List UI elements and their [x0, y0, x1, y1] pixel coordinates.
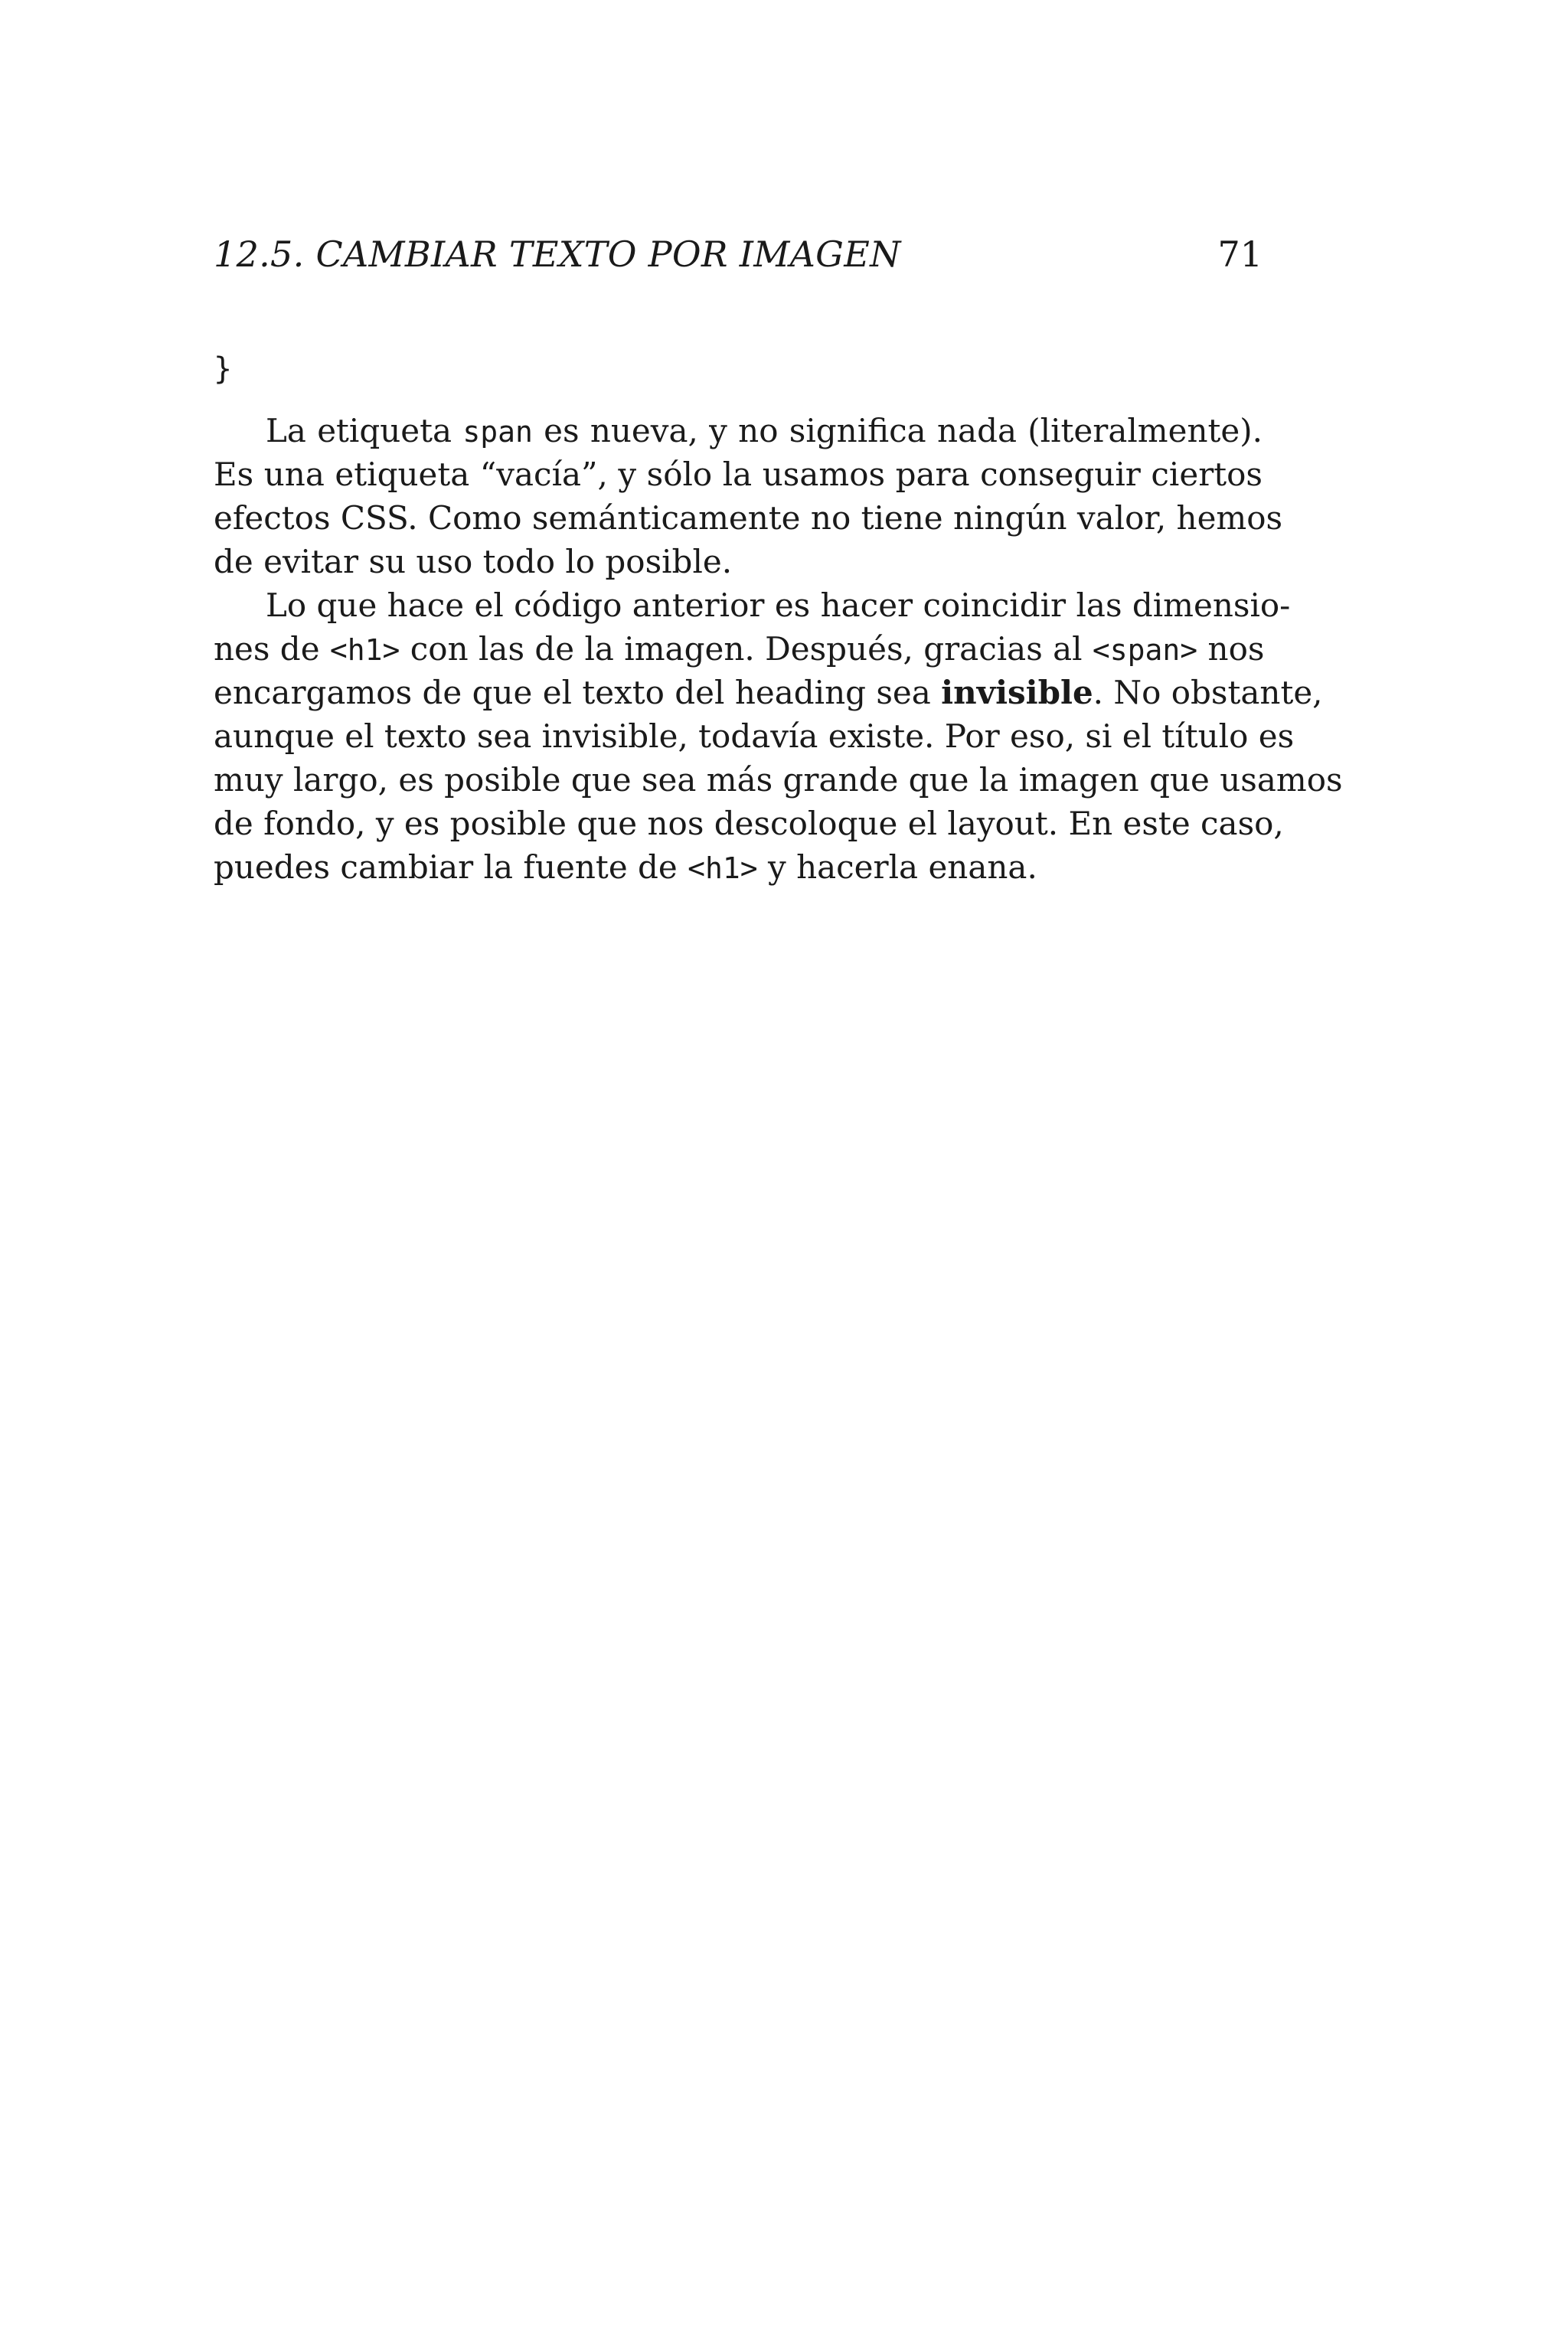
- text-run: . No obstante,: [1093, 674, 1323, 711]
- section-title: 12.5. CAMBIAR TEXTO POR IMAGEN: [214, 234, 901, 275]
- paragraph-1-line-1: [214, 409, 1263, 452]
- paragraph-2-line-2: [214, 627, 1263, 671]
- paragraph-2-line-5: muy largo, es posible que sea más grande que la imagen que usamos: [214, 761, 1343, 799]
- text-run: nos: [1197, 630, 1265, 668]
- inline-code: <h1>: [688, 851, 758, 885]
- text-run: encargamos de que el texto del heading sea: [214, 674, 942, 711]
- text-run: y hacerla enana.: [757, 848, 1037, 886]
- body-text: [214, 409, 1343, 889]
- paragraph-2-line-7: [214, 845, 1263, 889]
- paragraph-2-line-6: de fondo, y es posible que nos descoloque el layout. En este caso,: [214, 805, 1284, 842]
- paragraph-1-line-4: de evitar su uso todo lo posible.: [214, 543, 733, 580]
- paragraph-2-line-4: aunque el texto sea invisible, todavía existe. Por eso, si el título es: [214, 717, 1295, 755]
- text-run: nes de: [214, 630, 330, 668]
- bold-term: invisible: [941, 674, 1093, 711]
- text-run: con las de la imagen. Después, gracias al: [400, 630, 1093, 668]
- inline-code: <span>: [1092, 633, 1198, 667]
- paragraph-2-line-3: [214, 671, 1323, 714]
- inline-code: span: [462, 415, 533, 449]
- running-header: [214, 227, 1263, 282]
- page-number: 71: [1217, 234, 1263, 275]
- paragraph-1-line-2: Es una etiqueta “vacía”, y sólo la usamos para conseguir ciertos: [214, 456, 1263, 493]
- paragraph-2-line-1: Lo que hace el código anterior es hacer coincidir las dimensio-: [266, 586, 1291, 624]
- text-run: puedes cambiar la fuente de: [214, 848, 688, 886]
- inline-code: <h1>: [329, 633, 400, 667]
- code-closing-brace: }: [214, 351, 233, 387]
- text-run: La etiqueta: [266, 412, 463, 449]
- text-run: es nueva, y no significa nada (literalmente).: [532, 412, 1263, 449]
- paragraph-1-line-3: efectos CSS. Como semánticamente no tiene ningún valor, hemos: [214, 499, 1283, 537]
